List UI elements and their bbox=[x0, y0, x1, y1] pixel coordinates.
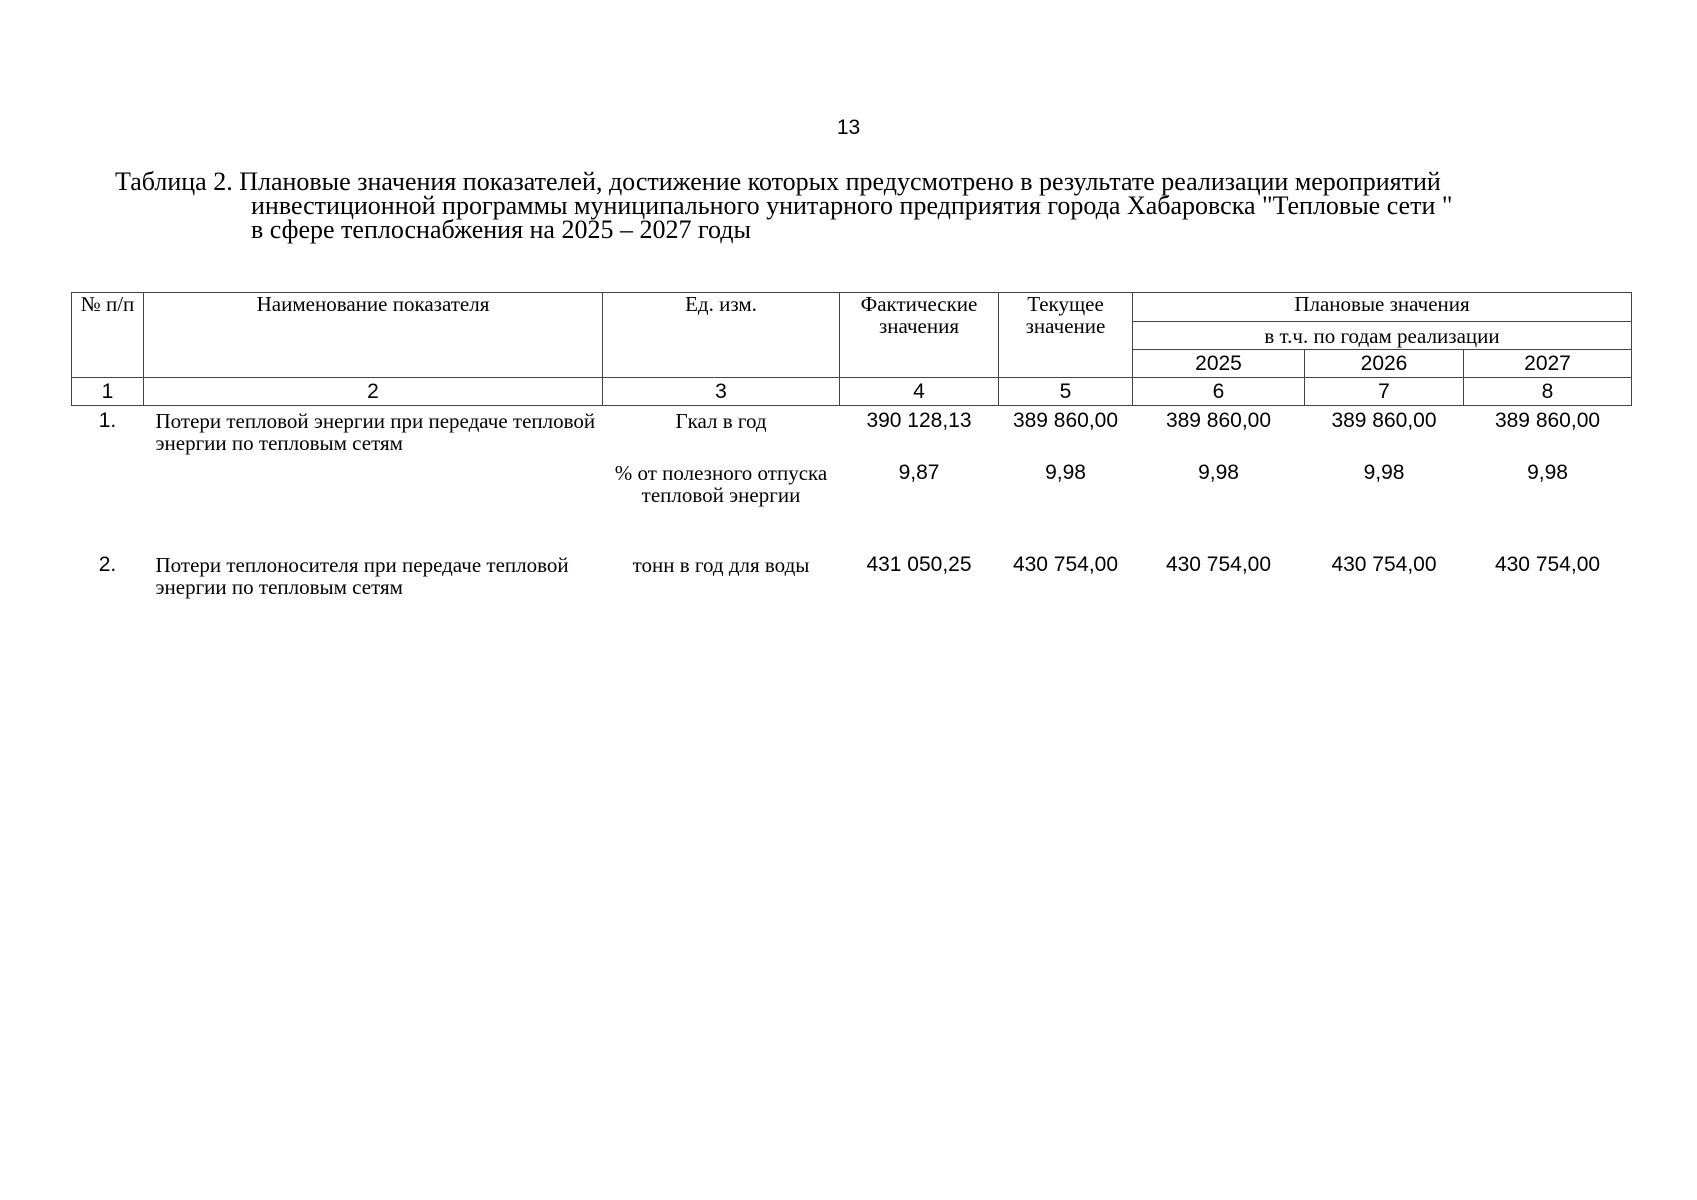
plan-2025-value: 430 754,00 bbox=[1165, 553, 1272, 576]
row-number: 1. bbox=[98, 409, 117, 432]
plan-2027-value: 430 754,00 bbox=[1494, 553, 1601, 576]
indicator-unit: Гкал в год bbox=[675, 409, 767, 433]
header-unit: Ед. изм. bbox=[603, 293, 840, 378]
current-value: 430 754,00 bbox=[1012, 553, 1119, 576]
indicator-name bbox=[144, 454, 603, 548]
column-number: 4 bbox=[840, 378, 999, 406]
current-value: 9,98 bbox=[1045, 461, 1086, 484]
column-number: 7 bbox=[1305, 378, 1464, 406]
column-number: 8 bbox=[1464, 378, 1632, 406]
header-by-years: в т.ч. по годам реализации bbox=[1133, 322, 1632, 350]
caption-line-2: инвестиционной программы муниципального унитарного предприятия города Хабаровска "Тепловые сети " bbox=[251, 191, 1453, 220]
plan-2027-value: 389 860,00 bbox=[1494, 409, 1601, 432]
indicator-unit: тонн в год для воды bbox=[632, 553, 810, 577]
row-number: 2. bbox=[98, 553, 117, 576]
table-row bbox=[72, 454, 1632, 548]
column-numbers-row bbox=[72, 378, 1632, 406]
table-body bbox=[72, 406, 1632, 599]
actual-value: 431 050,25 bbox=[866, 553, 972, 576]
current-value: 389 860,00 bbox=[1012, 409, 1119, 432]
header-planned: Плановые значения bbox=[1133, 293, 1632, 322]
indicator-unit: % от полезного отпуска тепловой энергии bbox=[614, 461, 828, 507]
actual-value: 390 128,13 bbox=[866, 409, 972, 432]
indicator-name: Потери теплоносителя при передаче тепловой энергии по тепловым сетям bbox=[155, 553, 569, 599]
indicator-name: Потери тепловой энергии при передаче тепловой энергии по тепловым сетям bbox=[155, 409, 596, 455]
plan-2026-value: 430 754,00 bbox=[1331, 553, 1437, 576]
header-year-2026: 2026 bbox=[1305, 350, 1464, 378]
column-number: 2 bbox=[144, 378, 603, 406]
row-number bbox=[72, 454, 144, 548]
table-row bbox=[72, 406, 1632, 455]
plan-2025-value: 9,98 bbox=[1198, 461, 1239, 484]
header-actual: Фактические значения bbox=[840, 293, 999, 378]
column-number: 6 bbox=[1133, 378, 1305, 406]
header-num: № п/п bbox=[72, 293, 144, 378]
caption-line-3: в сфере теплоснабжения на 2025 – 2027 годы bbox=[251, 215, 751, 244]
caption-line-1: Плановые значения показателей, достижение которых предусмотрено в результате реализации мероприятий bbox=[239, 167, 1441, 196]
header-year-2025: 2025 bbox=[1133, 350, 1305, 378]
column-number: 3 bbox=[603, 378, 840, 406]
column-number: 5 bbox=[999, 378, 1133, 406]
table-caption bbox=[115, 167, 1595, 244]
actual-value: 9,87 bbox=[898, 461, 940, 484]
column-number: 1 bbox=[72, 378, 144, 406]
indicators-table bbox=[71, 292, 1632, 598]
page-number: 13 bbox=[836, 116, 861, 139]
plan-2026-value: 389 860,00 bbox=[1331, 409, 1437, 432]
caption-lead: Таблица 2. bbox=[115, 167, 240, 196]
plan-2025-value: 389 860,00 bbox=[1165, 409, 1272, 432]
header-current: Текущее значение bbox=[999, 293, 1133, 378]
table-row bbox=[72, 548, 1632, 598]
plan-2026-value: 9,98 bbox=[1363, 461, 1405, 484]
header-name: Наименование показателя bbox=[144, 293, 603, 378]
header-year-2027: 2027 bbox=[1464, 350, 1632, 378]
table-header bbox=[72, 293, 1632, 406]
plan-2027-value: 9,98 bbox=[1527, 461, 1568, 484]
